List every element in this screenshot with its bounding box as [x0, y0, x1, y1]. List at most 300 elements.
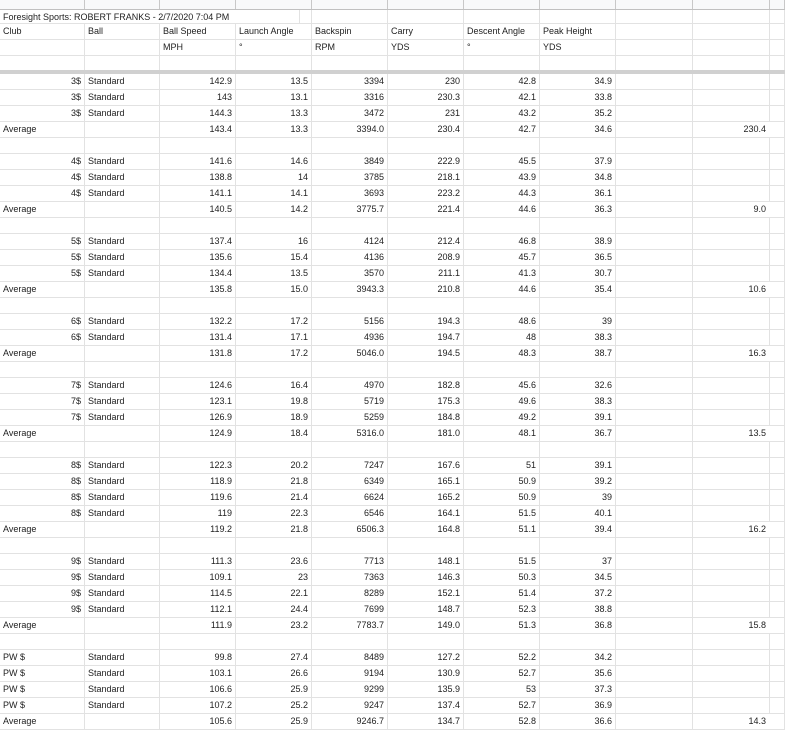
cell[interactable]: 48 — [464, 330, 540, 345]
cell[interactable]: 114.5 — [160, 586, 236, 601]
cell[interactable]: 182.8 — [388, 378, 464, 393]
cell[interactable]: PW $ — [0, 650, 85, 665]
cell[interactable]: 7$ — [0, 394, 85, 409]
cell[interactable] — [693, 10, 770, 23]
cell[interactable] — [388, 56, 464, 70]
cell[interactable]: 165.1 — [388, 474, 464, 489]
cell[interactable] — [160, 298, 236, 313]
cell[interactable]: 9247 — [312, 698, 388, 713]
cell[interactable] — [693, 666, 770, 681]
cell[interactable] — [236, 138, 312, 153]
cell[interactable] — [770, 650, 785, 665]
cell[interactable]: 34.9 — [540, 74, 616, 89]
cell[interactable]: 52.2 — [464, 650, 540, 665]
cell[interactable] — [616, 138, 693, 153]
cell[interactable] — [693, 394, 770, 409]
cell[interactable] — [616, 362, 693, 377]
cell[interactable] — [693, 74, 770, 89]
cell[interactable] — [770, 170, 785, 185]
cell[interactable]: 50.9 — [464, 474, 540, 489]
cell[interactable] — [85, 618, 160, 633]
cell[interactable] — [312, 442, 388, 457]
column-letter-11[interactable] — [770, 0, 785, 9]
cell[interactable]: 16.2 — [693, 522, 785, 537]
cell[interactable] — [693, 458, 770, 473]
cell[interactable] — [770, 298, 785, 313]
cell[interactable] — [160, 138, 236, 153]
cell[interactable] — [770, 698, 785, 713]
cell[interactable] — [616, 10, 693, 23]
header-1[interactable]: Ball — [85, 24, 160, 39]
cell[interactable]: 124.9 — [160, 426, 236, 441]
cell[interactable]: 7363 — [312, 570, 388, 585]
cell[interactable]: Standard — [85, 410, 160, 425]
cell[interactable]: 3$ — [0, 106, 85, 121]
cell[interactable] — [693, 298, 770, 313]
header-6[interactable]: Descent Angle — [464, 24, 540, 39]
cell[interactable]: 33.8 — [540, 90, 616, 105]
cell[interactable]: 14.1 — [236, 186, 312, 201]
cell[interactable]: 211.1 — [388, 266, 464, 281]
cell[interactable] — [85, 634, 160, 649]
cell[interactable]: 51.1 — [464, 522, 540, 537]
cell[interactable]: 7$ — [0, 410, 85, 425]
header-7[interactable]: Peak Height — [540, 24, 616, 39]
cell[interactable] — [693, 330, 770, 345]
cell[interactable]: Standard — [85, 586, 160, 601]
cell[interactable]: Average — [0, 282, 85, 297]
cell[interactable] — [85, 56, 160, 70]
cell[interactable] — [616, 24, 693, 39]
cell[interactable]: 35.4 — [540, 282, 616, 297]
cell[interactable]: 34.8 — [540, 170, 616, 185]
cell[interactable]: 194.3 — [388, 314, 464, 329]
cell[interactable]: 134.7 — [388, 714, 464, 729]
cell[interactable] — [0, 218, 85, 233]
cell[interactable] — [312, 362, 388, 377]
cell[interactable]: 4936 — [312, 330, 388, 345]
header-4[interactable]: Backspin — [312, 24, 388, 39]
cell[interactable]: 7$ — [0, 378, 85, 393]
cell[interactable]: 30.7 — [540, 266, 616, 281]
cell[interactable] — [616, 442, 693, 457]
cell[interactable]: 152.1 — [388, 586, 464, 601]
cell[interactable] — [616, 250, 693, 265]
cell[interactable] — [770, 234, 785, 249]
cell[interactable]: Standard — [85, 490, 160, 505]
cell[interactable]: 112.1 — [160, 602, 236, 617]
cell[interactable]: 5046.0 — [312, 346, 388, 361]
cell[interactable] — [236, 634, 312, 649]
cell[interactable] — [85, 282, 160, 297]
cell[interactable]: 8$ — [0, 490, 85, 505]
cell[interactable]: 218.1 — [388, 170, 464, 185]
cell[interactable] — [616, 90, 693, 105]
cell[interactable] — [770, 330, 785, 345]
cell[interactable]: 109.1 — [160, 570, 236, 585]
cell[interactable] — [464, 10, 540, 23]
cell[interactable] — [693, 40, 770, 55]
cell[interactable]: 103.1 — [160, 666, 236, 681]
cell[interactable]: 14 — [236, 170, 312, 185]
cell[interactable]: 46.8 — [464, 234, 540, 249]
cell[interactable]: 23 — [236, 570, 312, 585]
cell[interactable] — [85, 426, 160, 441]
cell[interactable]: 6506.3 — [312, 522, 388, 537]
cell[interactable]: 39.4 — [540, 522, 616, 537]
cell[interactable]: 9$ — [0, 554, 85, 569]
cell[interactable] — [540, 362, 616, 377]
cell[interactable] — [160, 56, 236, 70]
cell[interactable]: 52.7 — [464, 698, 540, 713]
cell[interactable]: Standard — [85, 666, 160, 681]
cell[interactable]: 146.3 — [388, 570, 464, 585]
cell[interactable]: 141.1 — [160, 186, 236, 201]
cell[interactable]: Standard — [85, 554, 160, 569]
cell[interactable] — [312, 56, 388, 70]
cell[interactable]: 111.3 — [160, 554, 236, 569]
cell[interactable] — [85, 138, 160, 153]
cell[interactable]: 48.3 — [464, 346, 540, 361]
cell[interactable]: 21.8 — [236, 522, 312, 537]
cell[interactable]: 20.2 — [236, 458, 312, 473]
cell[interactable]: 3849 — [312, 154, 388, 169]
cell[interactable] — [693, 138, 770, 153]
cell[interactable] — [770, 314, 785, 329]
cell[interactable] — [616, 346, 693, 361]
cell[interactable] — [693, 266, 770, 281]
cell[interactable]: 221.4 — [388, 202, 464, 217]
cell[interactable] — [464, 362, 540, 377]
cell[interactable]: 106.6 — [160, 682, 236, 697]
cell[interactable]: 14.2 — [236, 202, 312, 217]
cell[interactable] — [770, 154, 785, 169]
cell[interactable] — [616, 458, 693, 473]
cell[interactable] — [464, 442, 540, 457]
cell[interactable] — [770, 506, 785, 521]
cell[interactable] — [693, 602, 770, 617]
cell[interactable]: 149.0 — [388, 618, 464, 633]
cell[interactable]: Standard — [85, 250, 160, 265]
cell[interactable] — [0, 362, 85, 377]
cell[interactable]: 164.8 — [388, 522, 464, 537]
cell[interactable]: 37.3 — [540, 682, 616, 697]
cell[interactable]: 36.6 — [540, 714, 616, 729]
column-letter-4[interactable] — [236, 0, 312, 9]
cell[interactable]: 140.5 — [160, 202, 236, 217]
cell[interactable]: 4136 — [312, 250, 388, 265]
cell[interactable]: 52.7 — [464, 666, 540, 681]
cell[interactable] — [85, 522, 160, 537]
unit-7[interactable]: YDS — [540, 40, 616, 55]
cell[interactable]: 17.2 — [236, 346, 312, 361]
cell[interactable]: 7783.7 — [312, 618, 388, 633]
cell[interactable]: Standard — [85, 106, 160, 121]
cell[interactable] — [770, 106, 785, 121]
cell[interactable] — [616, 650, 693, 665]
cell[interactable] — [388, 538, 464, 553]
cell[interactable]: 13.3 — [236, 106, 312, 121]
cell[interactable]: 105.6 — [160, 714, 236, 729]
cell[interactable] — [693, 218, 770, 233]
cell[interactable] — [616, 122, 693, 137]
cell[interactable]: 36.8 — [540, 618, 616, 633]
cell[interactable]: 19.8 — [236, 394, 312, 409]
cell[interactable] — [236, 538, 312, 553]
cell[interactable] — [464, 56, 540, 70]
cell[interactable] — [693, 410, 770, 425]
cell[interactable]: 36.1 — [540, 186, 616, 201]
cell[interactable]: 194.5 — [388, 346, 464, 361]
cell[interactable]: 15.8 — [693, 618, 785, 633]
cell[interactable] — [770, 490, 785, 505]
cell[interactable]: 3570 — [312, 266, 388, 281]
cell[interactable] — [312, 10, 388, 23]
unit-2[interactable]: MPH — [160, 40, 236, 55]
cell[interactable]: 35.2 — [540, 106, 616, 121]
cell[interactable]: Standard — [85, 506, 160, 521]
cell[interactable] — [770, 538, 785, 553]
cell[interactable] — [693, 234, 770, 249]
cell[interactable]: 142.9 — [160, 74, 236, 89]
cell[interactable] — [85, 538, 160, 553]
cell[interactable]: 137.4 — [160, 234, 236, 249]
cell[interactable] — [616, 40, 693, 55]
cell[interactable]: 3785 — [312, 170, 388, 185]
cell[interactable] — [616, 378, 693, 393]
cell[interactable] — [693, 538, 770, 553]
cell[interactable] — [616, 506, 693, 521]
cell[interactable]: Standard — [85, 314, 160, 329]
cell[interactable]: Standard — [85, 474, 160, 489]
cell[interactable]: 6349 — [312, 474, 388, 489]
cell[interactable] — [85, 714, 160, 729]
cell[interactable] — [770, 10, 785, 23]
cell[interactable] — [236, 56, 312, 70]
cell[interactable]: Average — [0, 346, 85, 361]
cell[interactable]: 223.2 — [388, 186, 464, 201]
cell[interactable]: Standard — [85, 74, 160, 89]
cell[interactable]: 37.9 — [540, 154, 616, 169]
cell[interactable]: PW $ — [0, 666, 85, 681]
cell[interactable] — [693, 474, 770, 489]
cell[interactable]: 6$ — [0, 330, 85, 345]
cell[interactable]: 9194 — [312, 666, 388, 681]
cell[interactable]: 7713 — [312, 554, 388, 569]
cell[interactable] — [616, 570, 693, 585]
cell[interactable]: Standard — [85, 378, 160, 393]
cell[interactable]: 230.4 — [693, 122, 785, 137]
cell[interactable] — [770, 218, 785, 233]
cell[interactable] — [540, 138, 616, 153]
cell[interactable] — [0, 538, 85, 553]
cell[interactable] — [616, 538, 693, 553]
cell[interactable]: 3394.0 — [312, 122, 388, 137]
cell[interactable] — [693, 506, 770, 521]
cell[interactable]: 143.4 — [160, 122, 236, 137]
cell[interactable]: 144.3 — [160, 106, 236, 121]
sheet-title[interactable]: Foresight Sports: ROBERT FRANKS - 2/7/2020 7:04 PM — [0, 10, 300, 23]
cell[interactable]: PW $ — [0, 682, 85, 697]
cell[interactable] — [160, 362, 236, 377]
cell[interactable]: 21.4 — [236, 490, 312, 505]
cell[interactable]: 53 — [464, 682, 540, 697]
cell[interactable]: 16.4 — [236, 378, 312, 393]
cell[interactable]: 212.4 — [388, 234, 464, 249]
unit-3[interactable]: ° — [236, 40, 312, 55]
cell[interactable]: 38.3 — [540, 330, 616, 345]
header-2[interactable]: Ball Speed — [160, 24, 236, 39]
cell[interactable] — [770, 378, 785, 393]
cell[interactable]: 37 — [540, 554, 616, 569]
cell[interactable] — [464, 298, 540, 313]
cell[interactable] — [616, 394, 693, 409]
cell[interactable] — [85, 442, 160, 457]
cell[interactable]: 132.2 — [160, 314, 236, 329]
cell[interactable] — [693, 250, 770, 265]
cell[interactable]: Average — [0, 522, 85, 537]
cell[interactable]: 39.1 — [540, 410, 616, 425]
cell[interactable]: 50.9 — [464, 490, 540, 505]
cell[interactable]: 51.5 — [464, 554, 540, 569]
cell[interactable] — [312, 538, 388, 553]
cell[interactable] — [770, 74, 785, 89]
cell[interactable]: Standard — [85, 394, 160, 409]
cell[interactable]: 5$ — [0, 234, 85, 249]
cell[interactable]: 16 — [236, 234, 312, 249]
cell[interactable]: 49.6 — [464, 394, 540, 409]
cell[interactable] — [770, 474, 785, 489]
cell[interactable] — [616, 666, 693, 681]
cell[interactable]: 23.2 — [236, 618, 312, 633]
cell[interactable]: 164.1 — [388, 506, 464, 521]
cell[interactable]: 135.6 — [160, 250, 236, 265]
cell[interactable]: 36.5 — [540, 250, 616, 265]
cell[interactable] — [693, 490, 770, 505]
cell[interactable]: 51.5 — [464, 506, 540, 521]
cell[interactable]: 37.2 — [540, 586, 616, 601]
cell[interactable]: 34.5 — [540, 570, 616, 585]
cell[interactable]: 5156 — [312, 314, 388, 329]
cell[interactable] — [616, 234, 693, 249]
column-letter-2[interactable] — [85, 0, 160, 9]
cell[interactable] — [693, 314, 770, 329]
cell[interactable] — [616, 74, 693, 89]
cell[interactable] — [616, 554, 693, 569]
cell[interactable]: 4124 — [312, 234, 388, 249]
cell[interactable]: 17.2 — [236, 314, 312, 329]
cell[interactable] — [616, 266, 693, 281]
cell[interactable]: 8$ — [0, 506, 85, 521]
cell[interactable] — [770, 570, 785, 585]
cell[interactable]: 38.9 — [540, 234, 616, 249]
cell[interactable] — [616, 314, 693, 329]
cell[interactable]: Average — [0, 618, 85, 633]
cell[interactable]: Average — [0, 714, 85, 729]
cell[interactable]: 107.2 — [160, 698, 236, 713]
cell[interactable]: 13.5 — [693, 426, 785, 441]
cell[interactable]: 4970 — [312, 378, 388, 393]
cell[interactable]: 111.9 — [160, 618, 236, 633]
cell[interactable]: 8489 — [312, 650, 388, 665]
cell[interactable]: 15.4 — [236, 250, 312, 265]
cell[interactable] — [693, 378, 770, 393]
cell[interactable]: 3775.7 — [312, 202, 388, 217]
cell[interactable]: 21.8 — [236, 474, 312, 489]
cell[interactable] — [693, 586, 770, 601]
cell[interactable]: 138.8 — [160, 170, 236, 185]
cell[interactable]: Standard — [85, 570, 160, 585]
cell[interactable]: 9246.7 — [312, 714, 388, 729]
cell[interactable]: 135.8 — [160, 282, 236, 297]
cell[interactable] — [616, 586, 693, 601]
cell[interactable]: 41.3 — [464, 266, 540, 281]
cell[interactable]: 5$ — [0, 250, 85, 265]
cell[interactable]: Standard — [85, 682, 160, 697]
cell[interactable]: 16.3 — [693, 346, 785, 361]
cell[interactable] — [770, 250, 785, 265]
cell[interactable] — [388, 362, 464, 377]
cell[interactable]: 5$ — [0, 266, 85, 281]
cell[interactable]: Standard — [85, 650, 160, 665]
cell[interactable] — [693, 682, 770, 697]
cell[interactable] — [616, 634, 693, 649]
cell[interactable]: 134.4 — [160, 266, 236, 281]
cell[interactable] — [770, 602, 785, 617]
cell[interactable]: 8289 — [312, 586, 388, 601]
cell[interactable]: 52.8 — [464, 714, 540, 729]
cell[interactable] — [0, 138, 85, 153]
cell[interactable]: 141.6 — [160, 154, 236, 169]
cell[interactable] — [160, 538, 236, 553]
cell[interactable] — [770, 682, 785, 697]
cell[interactable]: 35.6 — [540, 666, 616, 681]
cell[interactable]: 7247 — [312, 458, 388, 473]
cell[interactable]: 13.5 — [236, 266, 312, 281]
cell[interactable]: 143 — [160, 90, 236, 105]
cell[interactable] — [616, 218, 693, 233]
cell[interactable]: 127.2 — [388, 650, 464, 665]
cell[interactable]: 3943.3 — [312, 282, 388, 297]
cell[interactable]: 6$ — [0, 314, 85, 329]
cell[interactable]: 10.6 — [693, 282, 785, 297]
cell[interactable] — [770, 56, 785, 70]
header-0[interactable]: Club — [0, 24, 85, 39]
cell[interactable] — [0, 56, 85, 70]
cell[interactable]: 9$ — [0, 570, 85, 585]
cell[interactable]: 44.6 — [464, 202, 540, 217]
cell[interactable] — [85, 122, 160, 137]
cell[interactable] — [616, 154, 693, 169]
cell[interactable] — [0, 634, 85, 649]
cell[interactable]: 26.6 — [236, 666, 312, 681]
cell[interactable]: Standard — [85, 458, 160, 473]
cell[interactable] — [464, 538, 540, 553]
cell[interactable] — [312, 634, 388, 649]
cell[interactable] — [693, 106, 770, 121]
cell[interactable] — [616, 522, 693, 537]
cell[interactable]: 25.9 — [236, 682, 312, 697]
cell[interactable]: 4$ — [0, 186, 85, 201]
cell[interactable]: 24.4 — [236, 602, 312, 617]
cell[interactable]: 39 — [540, 490, 616, 505]
cell[interactable]: 194.7 — [388, 330, 464, 345]
cell[interactable]: Standard — [85, 170, 160, 185]
column-letter-6[interactable] — [388, 0, 464, 9]
cell[interactable]: Average — [0, 426, 85, 441]
cell[interactable]: 167.6 — [388, 458, 464, 473]
cell[interactable] — [540, 298, 616, 313]
